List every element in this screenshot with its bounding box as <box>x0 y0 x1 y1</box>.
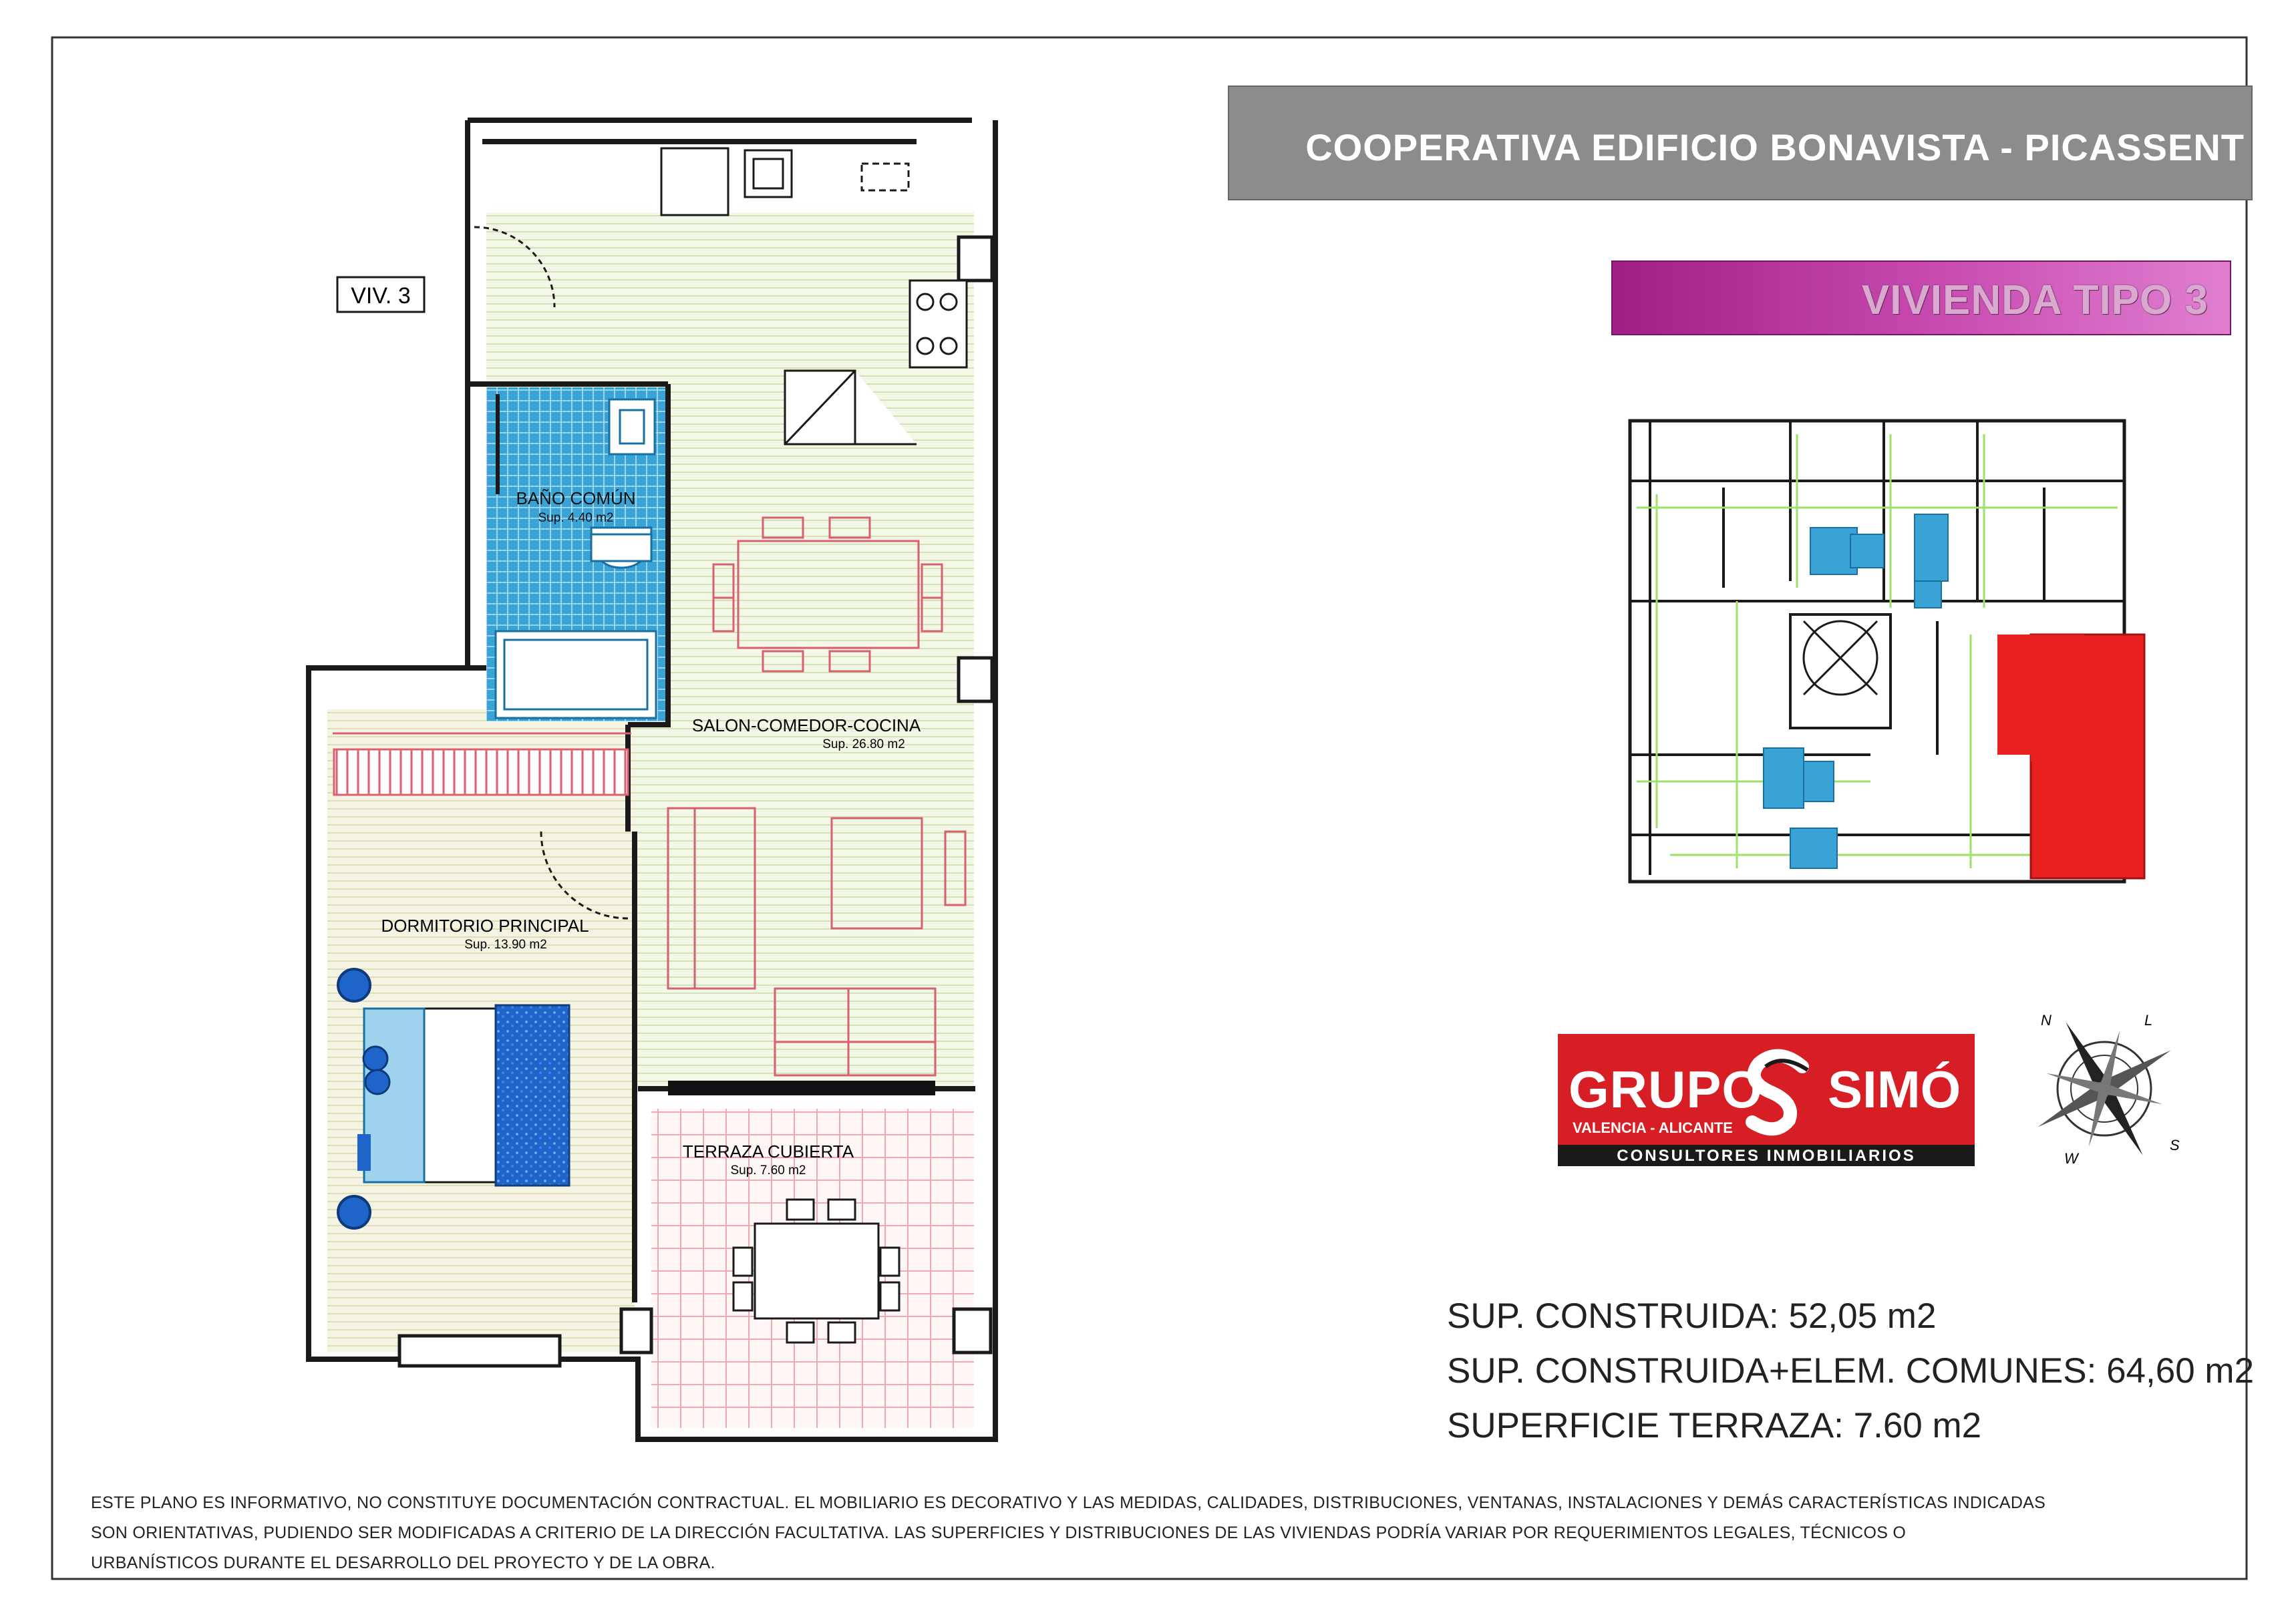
compass-rose <box>1999 984 2209 1194</box>
grupo-simo-logo <box>1558 1034 1975 1166</box>
dwelling-type-banner <box>1611 260 2231 335</box>
legal-disclaimer <box>91 1488 2108 1578</box>
building-key-plan <box>1630 421 2144 882</box>
surface-summary <box>1447 1289 2254 1453</box>
column <box>954 1309 991 1353</box>
disclaimer-line: URBANÍSTICOS DURANTE EL DESARROLLO DEL PROYECTO Y DE LA OBRA. <box>91 1554 715 1572</box>
room-name-bedroom: DORMITORIO PRINCIPAL <box>381 916 589 936</box>
compass-letter-w: W <box>2064 1150 2078 1167</box>
project-title: COOPERATIVA EDIFICIO BONAVISTA - PICASSENT <box>1305 126 2245 168</box>
compass-letter-s: S <box>2170 1137 2180 1153</box>
logo-ss-monogram-icon <box>1729 1043 1829 1143</box>
column <box>621 1309 651 1353</box>
logo-word-right: SIMÓ <box>1828 1060 1961 1119</box>
unit-tag: VIV. 3 <box>351 283 411 309</box>
disclaimer-line: ESTE PLANO ES INFORMATIVO, NO CONSTITUYE DOCUMENTACIÓN CONTRACTUAL. EL MOBILIARIO ES DECORATIVO Y LAS MEDIDAS, CALIDADES, DISTRIBUCIONES, VENTANAS, INSTALACIONES Y DEMÁS CARACTERÍSTICAS INDICADAS <box>91 1493 2046 1512</box>
wardrobe <box>334 749 628 795</box>
window-terrace <box>668 1081 935 1095</box>
surface-built-common: SUP. CONSTRUIDA+ELEM. COMUNES: 64,60 m2 <box>1447 1351 2255 1391</box>
project-title-banner <box>1228 85 2253 200</box>
apartment-floor-plan <box>309 120 995 1439</box>
compass-letter-l: L <box>2144 1012 2153 1029</box>
column <box>959 237 992 281</box>
room-name-bathroom: BAÑO COMÚN <box>516 488 636 508</box>
room-name-living: SALON-COMEDOR-COCINA <box>691 715 921 735</box>
logo-subline: VALENCIA - ALICANTE <box>1573 1119 1733 1136</box>
dwelling-type-title: VIVIENDA TIPO 3 <box>1861 277 2208 323</box>
room-area-bathroom: Sup. 4.40 m2 <box>538 511 614 525</box>
logo-bar-text: CONSULTORES INMOBILIARIOS <box>1617 1147 1916 1165</box>
room-area-living: Sup. 26.80 m2 <box>822 737 905 751</box>
surface-terrace: SUPERFICIE TERRAZA: 7.60 m2 <box>1447 1406 1982 1445</box>
column <box>959 658 992 701</box>
surface-built: SUP. CONSTRUIDA: 52,05 m2 <box>1447 1296 1937 1336</box>
disclaimer-line: SON ORIENTATIVAS, PUDIENDO SER MODIFICADAS A CRITERIO DE LA DIRECCIÓN FACULTATIVA. LAS SUPERFICIES Y DISTRIBUCIONES DE LAS VIVIENDAS PODRÍA VARIAR POR REQUERIMIENTOS LEGALES, TÉCNICOS O <box>91 1524 1907 1542</box>
window-bottom <box>399 1336 560 1366</box>
room-area-terrace: Sup. 7.60 m2 <box>730 1164 806 1178</box>
logo-bar <box>1558 1145 1975 1166</box>
compass-letter-n: N <box>2041 1012 2052 1029</box>
room-name-terrace: TERRAZA CUBIERTA <box>682 1141 854 1161</box>
room-area-bedroom: Sup. 13.90 m2 <box>464 938 547 952</box>
logo-word-left: GRUPO <box>1569 1060 1764 1119</box>
